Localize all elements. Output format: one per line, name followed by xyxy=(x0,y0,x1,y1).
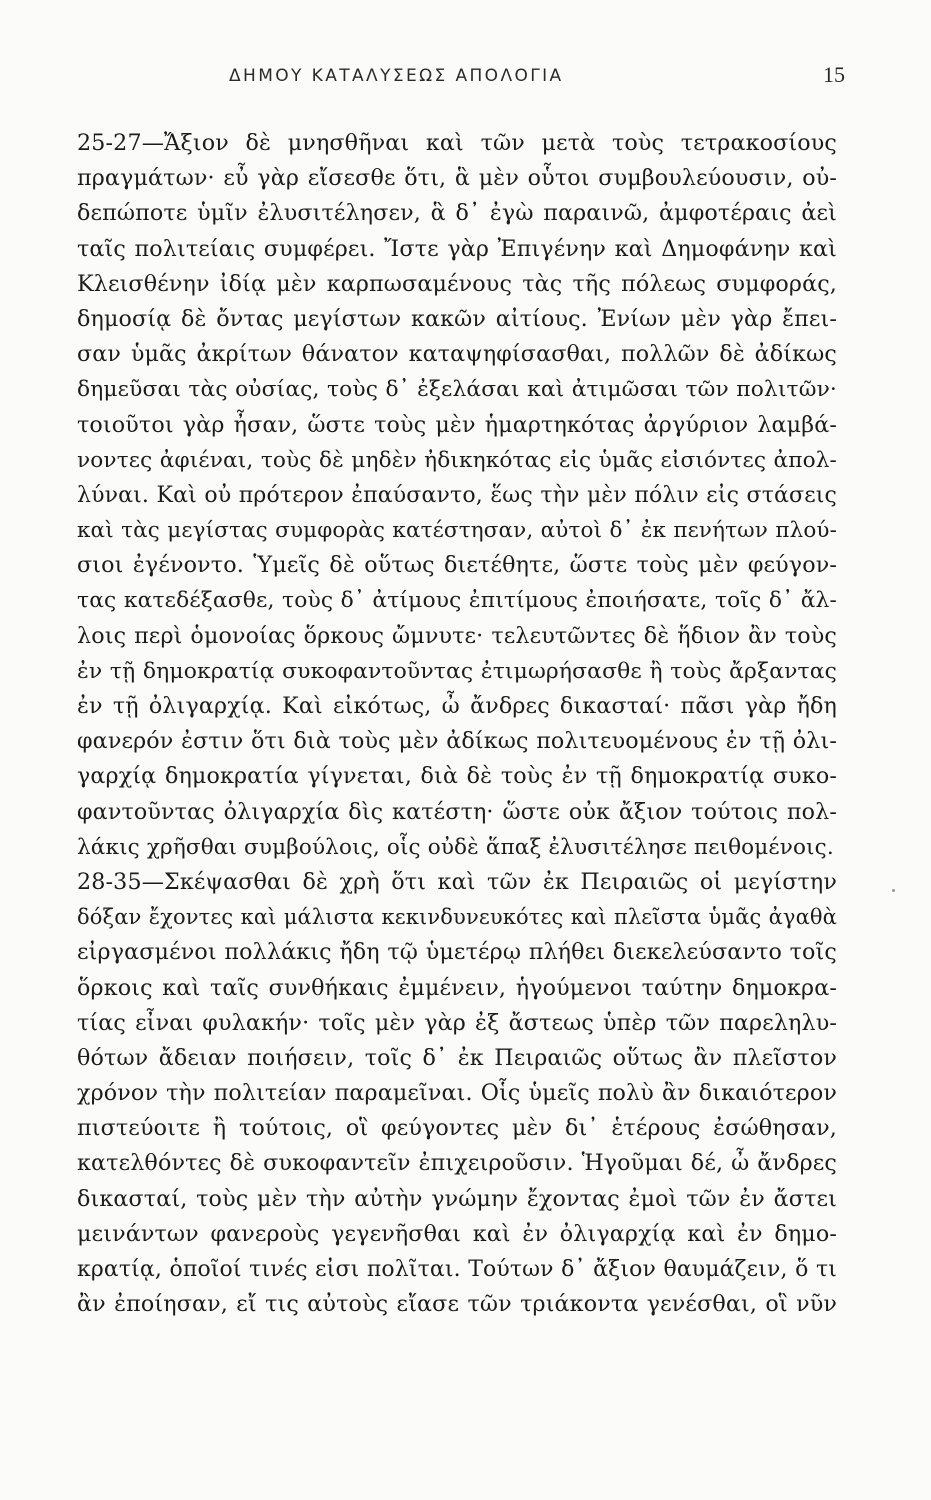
text-line: 25-27—Ἄξιον δὲ μνησθῆναι καὶ τῶν μετὰ τοὺς τετρακοσίους xyxy=(77,130,837,156)
print-speck xyxy=(892,889,895,892)
text-line: 28-35—Σκέψασθαι δὲ χρὴ ὅτι καὶ τῶν ἐκ Πειραιῶς οἱ μεγίστην xyxy=(77,868,837,895)
text-line: δημοσίᾳ δὲ ὄντας μεγίστων κακῶν αἰτίους. Ἐνίων μὲν γὰρ ἔπει- xyxy=(77,305,837,332)
text-line: πραγμάτων· εὖ γὰρ εἴσεσθε ὅτι, ἃ μὲν οὗτοι συμβουλεύουσιν, οὐ- xyxy=(77,165,837,192)
text-line: κρατίᾳ, ὁποῖοί τινές εἰσι πολῖται. Τούτων δ᾿ ἄξιον θαυμάζειν, ὅ τι xyxy=(77,1257,837,1282)
text-line xyxy=(77,1322,837,1357)
text-line: τοιοῦτοι γὰρ ἦσαν, ὥστε τοὺς μὲν ἡμαρτηκότας ἀργύριον λαμβά- xyxy=(77,411,837,438)
text-line: Κλεισθένην ἰδίᾳ μὲν καρπωσαμένους τὰς τῆς πόλεως συμφοράς, xyxy=(77,270,837,297)
text-line: σαν ὑμᾶς ἀκρίτων θάνατον καταψηφίσασθαι, πολλῶν δὲ ἀδίκως xyxy=(77,341,837,368)
text-line: ἐν τῇ δημοκρατίᾳ συκοφαντοῦντας ἐτιμωρήσασθε ἢ τοὺς ἄρξαντας xyxy=(77,658,837,684)
text-line: εἰργασμένοι πολλάκις ἤδη τῷ ὑμετέρῳ πλήθει διεκελεύσαντο τοῖς xyxy=(77,939,837,966)
running-head xyxy=(205,62,845,92)
text-line: χρόνον τὴν πολιτείαν παραμεῖναι. Οἷς ὑμεῖς πολὺ ἂν δικαιότερον xyxy=(77,1080,837,1107)
text-line: νοντες ἀφιέναι, τοὺς δὲ μηδὲν ἠδικηκότας εἰς ὑμᾶς εἰσιόντες ἀπολ- xyxy=(77,447,837,473)
text-line: λοις περὶ ὁμονοίας ὅρκους ὤμνυτε· τελευτῶντες δὲ ἥδιον ἂν τοὺς xyxy=(77,622,837,649)
text-line: τας κατεδέξασθε, τοὺς δ᾿ ἀτίμους ἐπιτίμους ἐποιήσατε, τοῖς δ᾿ ἄλ- xyxy=(77,588,837,614)
text-line: κατελθόντες δὲ συκοφαντεῖν ἐπιχειροῦσιν. Ἡγοῦμαι δέ, ὦ ἄνδρες xyxy=(77,1150,837,1177)
text-line: δικασταί, τοὺς μὲν τὴν αὐτὴν γνώμην ἔχοντας ἐμοὶ τῶν ἐν ἄστει xyxy=(77,1185,837,1212)
text-line: λάκις χρῆσθαι συμβούλοις, οἷς οὐδὲ ἅπαξ ἐλυσιτέλησε πειθομένοις. xyxy=(77,834,834,860)
text-line: ἂν ἐποίησαν, εἴ τις αὐτοὺς εἴασε τῶν τριάκοντα γενέσθαι, οἳ νῦν xyxy=(77,1291,837,1318)
page-number: 15 xyxy=(823,62,845,87)
text-line: θότων ἄδειαν ποιήσειν, τοῖς δ᾿ ἐκ Πειραιῶς οὕτως ἂν πλεῖστον xyxy=(77,1044,837,1071)
text-line: γαρχίᾳ δημοκρατία γίγνεται, διὰ δὲ τοὺς ἐν τῇ δημοκρατίᾳ συκο- xyxy=(77,763,837,790)
text-line: σιοι ἐγένοντο. Ὑμεῖς δὲ οὕτως διετέθητε, ὥστε τοὺς μὲν φεύγον- xyxy=(77,552,837,579)
text-line: ὅρκοις καὶ ταῖς συνθήκαις ἐμμένειν, ἡγούμενοι ταύτην δημοκρα- xyxy=(77,974,837,1001)
text-line: δεπώποτε ὑμῖν ἐλυσιτέλησεν, ἃ δ᾿ ἐγὼ παραινῶ, ἀμφοτέραις ἀεὶ xyxy=(77,200,837,227)
text-line: πιστεύοιτε ἢ τούτοις, οἳ φεύγοντες μὲν δι᾿ ἑτέρους ἐσώθησαν, xyxy=(77,1115,837,1142)
text-line: φανερόν ἐστιν ὅτι διὰ τοὺς μὲν ἀδίκως πολιτευομένους ἐν τῇ ὀλι- xyxy=(77,728,837,755)
body-text xyxy=(77,126,837,1358)
text-line: δόξαν ἔχοντες καὶ μάλιστα κεκινδυνευκότες καὶ πλεῖστα ὑμᾶς ἀγαθὰ xyxy=(77,905,837,930)
running-title: ΔΗΜΟΥ ΚΑΤΑΛΥΣΕΩΣ ΑΠΟΛΟΓΙΑ xyxy=(229,66,564,86)
text-line: μεινάντων φανεροὺς γεγενῆσθαι καὶ ἐν ὀλιγαρχίᾳ καὶ ἐν δημο- xyxy=(77,1220,837,1247)
text-line: ταῖς πολιτείαις συμφέρει. Ἴστε γὰρ Ἐπιγένην καὶ Δημοφάνην καὶ xyxy=(77,235,837,262)
text-line: δημεῦσαι τὰς οὐσίας, τοὺς δ᾿ ἐξελάσαι καὶ ἀτιμῶσαι τῶν πολιτῶν· xyxy=(77,377,837,403)
text-line: τίας εἶναι φυλακήν· τοῖς μὲν γὰρ ἐξ ἄστεως ὑπὲρ τῶν παρεληλυ- xyxy=(77,1009,837,1036)
text-line: λύναι. Καὶ οὐ πρότερον ἐπαύσαντο, ἕως τὴν μὲν πόλιν εἰς στάσεις xyxy=(77,482,837,508)
text-line: φαντοῦντας ὀλιγαρχία δὶς κατέστη· ὥστε οὐκ ἄξιον τούτοις πολ- xyxy=(77,798,837,825)
text-line: καὶ τὰς μεγίστας συμφορὰς κατέστησαν, αὐτοὶ δ᾿ ἐκ πενήτων πλού- xyxy=(77,518,837,544)
text-line: ἐν τῇ ὀλιγαρχίᾳ. Καὶ εἰκότως, ὦ ἄνδρες δικασταί· πᾶσι γὰρ ἤδη xyxy=(77,693,837,719)
